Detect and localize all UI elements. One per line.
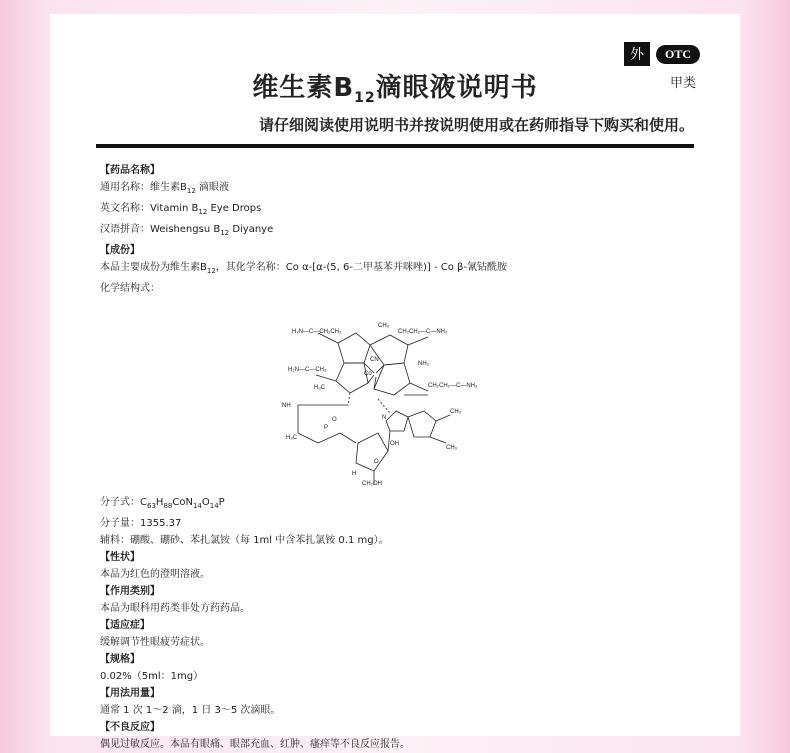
english-name: 英文名称：Vitamin $B_{12}$ Eye Drops: [100, 203, 262, 216]
instruction-sheet: [50, 14, 740, 750]
structure-label: 化学结构式：: [100, 283, 160, 294]
phosphate-p-label: P: [324, 425, 329, 431]
imidazole-n-label: N: [382, 415, 387, 421]
methyl-h3c-label-2: H₃C: [286, 435, 298, 441]
pinyin-name: 汉语拼音：Weishengsu $B_{12}$ Diyanye: [100, 224, 274, 237]
ribose-oh-label: OH: [390, 441, 399, 447]
generic-name: 通用名称：维生素$B_{12}$ 滴眼液: [100, 182, 229, 195]
section-heading-specification: 【规格】: [100, 654, 140, 665]
chemical-structure-diagram: [278, 303, 478, 488]
adverse-text: 偶见过敏反应。本品有眼痛、眼部充血、红肿、瘙痒等不良反应报告。: [100, 739, 410, 750]
section-heading-indications: 【适应症】: [100, 620, 150, 631]
properties-text: 本品为红色的澄明溶液。: [100, 569, 210, 580]
molecular-formula: 分子式：$C_{63}H_{88}CoN_{14}O_{14}P$: [100, 497, 225, 510]
section-heading-category: 【作用类别】: [100, 586, 160, 597]
amide-nh-label: NH: [282, 403, 291, 409]
molecular-weight: 分子量：1355.37: [100, 518, 182, 529]
cobalt-label: Co: [364, 371, 372, 377]
otc-badge: OTC: [656, 45, 700, 64]
cyano-label: CN: [370, 357, 379, 363]
class-a-label: 甲类: [669, 76, 696, 91]
phosphate-o-label: O: [332, 417, 337, 423]
specification-text: 0.02%（5ml：1mg）: [100, 671, 204, 682]
side-chain-label-1: H₂N—C—CH₂CH₂: [292, 329, 342, 335]
page-title: 维生素$B_{12}$滴眼液说明书: [252, 73, 538, 107]
excipients: 辅料：硼酸、硼砂、苯扎氯铵（每 1ml 中含苯扎氯铵 0.1 mg）。: [100, 535, 389, 546]
page-subtitle: 请仔细阅读使用说明书并按说明使用或在药师指导下购买和使用。: [258, 116, 694, 134]
ribose-h-label: H: [352, 471, 357, 477]
ch2oh-label: CH₂OH: [362, 481, 382, 487]
benz-methyl-1: CH₃: [450, 409, 462, 415]
section-heading-dosage: 【用法用量】: [100, 688, 160, 699]
methyl-label: CH₃: [378, 323, 390, 329]
ribose-o-label: O: [374, 459, 379, 465]
indications-text: 缓解调节性眼疲劳症状。: [100, 637, 210, 648]
category-text: 本品为眼科用药类非处方药药品。: [100, 603, 250, 614]
section-heading-composition: 【成份】: [100, 245, 140, 256]
side-chain-label-5: CH₂CH₂—C—NH₂: [428, 383, 478, 389]
benz-methyl-2: CH₃: [446, 445, 458, 451]
side-chain-label-4: NH₂: [418, 361, 429, 367]
title-divider: [96, 144, 694, 148]
leaflet-content: [100, 162, 700, 753]
section-heading-adverse: 【不良反应】: [100, 722, 160, 733]
external-use-badge: 外: [624, 42, 650, 66]
methyl-h3c-label: H₃C: [314, 385, 326, 391]
composition-text: 本品主要成份为维生素$B_{12}$，其化学名称：Co α-[α-(5, 6-二甲基苯并咪唑)] - Co β-氰钴酰胺: [100, 262, 508, 275]
side-chain-label-2: CH₂CH₂—C—NH₂: [398, 329, 448, 335]
section-heading-properties: 【性状】: [100, 552, 140, 563]
dosage-text: 通常 1 次 1～2 滴，1 日 3～5 次滴眼。: [100, 705, 281, 716]
section-heading-name: 【药品名称】: [100, 165, 160, 176]
side-chain-label-3: H₂N—C—CH₂: [288, 367, 327, 373]
